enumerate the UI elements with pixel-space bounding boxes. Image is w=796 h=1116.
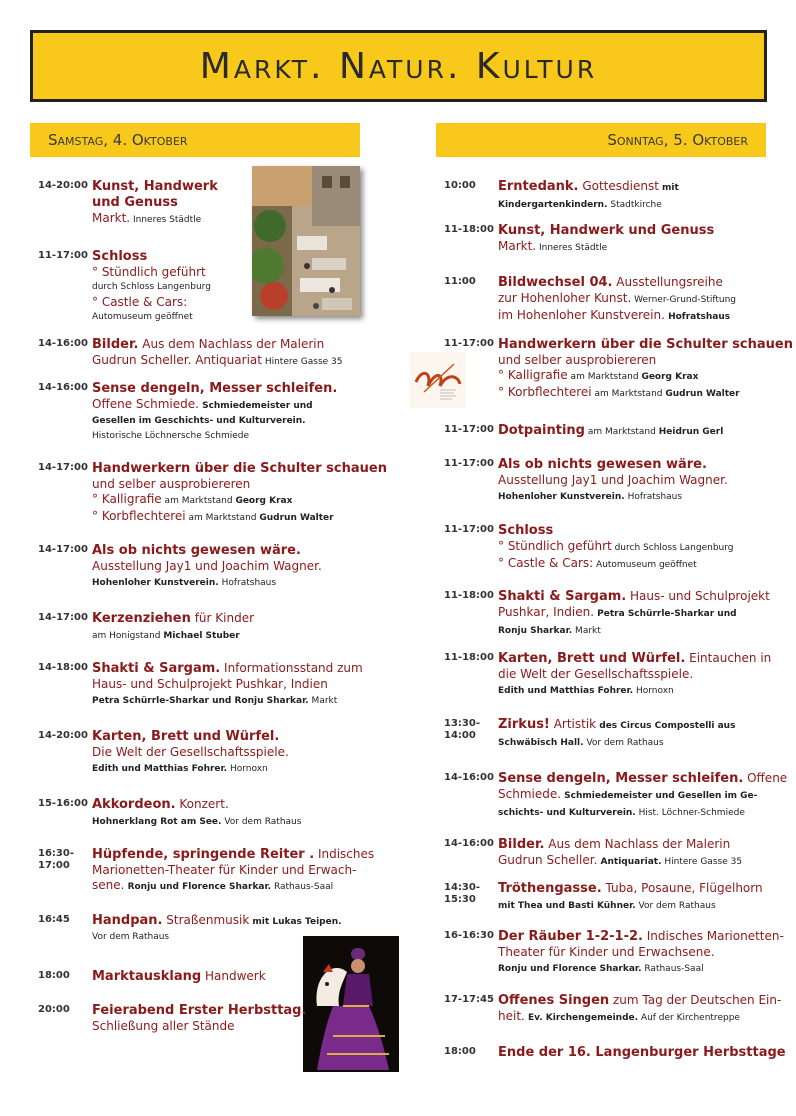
event-title: Sense dengeln, Messer schleifen.	[92, 381, 338, 396]
event-title: Kunst, Handwerk und Genuss	[498, 223, 715, 238]
event-line: Informationsstand zum	[220, 661, 363, 675]
event-line: Ronju und Florence Sharkar.	[498, 964, 642, 974]
event-time: 13:30-	[444, 718, 480, 729]
event-line: Haus- und Schulprojekt Pushkar, Indien	[92, 677, 328, 691]
event-line: Ronju Sharkar.	[498, 626, 573, 636]
sun-event	[444, 180, 764, 212]
event-title: Hüpfende, springende Reiter .	[92, 847, 315, 862]
event-line: ° Castle & Cars:	[92, 295, 188, 309]
event-location: Inneres Städtle	[130, 215, 202, 225]
event-time: 18:00	[444, 1046, 476, 1057]
event-line: ° Kalligrafie	[92, 492, 162, 506]
event-line: Gudrun Walter	[665, 389, 740, 399]
event-time: 16:30-	[38, 848, 74, 859]
event-time: 11-17:00	[444, 424, 494, 435]
event-time: 14-18:00	[38, 662, 88, 673]
event-location: Hintere Gasse 35	[261, 357, 343, 367]
event-title: Shakti & Sargam.	[92, 661, 221, 676]
event-location: Vor dem Rathaus	[92, 932, 170, 942]
event-location: Vor dem Rathaus	[635, 901, 716, 911]
event-title: Schloss	[498, 523, 554, 538]
event-line: Gudrun Walter	[259, 513, 334, 523]
event-line: für Kinder	[190, 611, 255, 625]
event-location: Hist. Löchner-Schmiede	[635, 808, 745, 818]
event-location: Inneres Städtle	[536, 243, 608, 253]
sun-event	[444, 993, 782, 1026]
event-line: Gudrun Scheller.	[92, 353, 192, 367]
event-title: Feierabend Erster Herbsttag.	[92, 1003, 307, 1018]
event-line: am Marktstand	[161, 496, 236, 506]
event-line: Konzert.	[175, 797, 229, 811]
event-location: Hornoxn	[227, 764, 268, 774]
event-location: Vor dem Rathaus	[583, 738, 664, 748]
event-time: 17-17:45	[444, 994, 494, 1005]
event-time: 11-18:00	[444, 590, 494, 601]
event-title: Kerzenziehen	[92, 611, 191, 626]
sat-event	[38, 798, 358, 830]
event-line: ° Stündlich geführt	[92, 265, 206, 279]
event-line: durch Schloss Langenburg	[611, 543, 734, 553]
sun-event	[444, 424, 764, 442]
event-line: am Marktstand	[591, 389, 666, 399]
saturday-heading: Samstag, 4. Oktober	[30, 123, 360, 157]
sun-event	[444, 651, 772, 700]
sat-event	[38, 180, 258, 228]
event-line: mit	[658, 183, 679, 193]
event-location: Hornoxn	[633, 686, 674, 696]
event-title: Bilder.	[498, 837, 545, 852]
event-line: zum Tag der Deutschen Ein-	[609, 993, 782, 1007]
event-time: 15-16:00	[38, 798, 88, 809]
event-title: Handpan.	[92, 913, 163, 928]
event-time: 16-16:30	[444, 930, 494, 941]
event-line: Georg Krax	[235, 496, 293, 506]
event-time: 17:00	[38, 860, 70, 871]
sun-event	[444, 718, 764, 750]
sun-event	[444, 458, 764, 506]
event-line: Hohenloher Kunstverein.	[498, 492, 625, 502]
event-time: 11:00	[444, 276, 476, 287]
event-time: 14-17:00	[38, 462, 88, 473]
event-line: Ausstellung Jay1 und Joachim Wagner.	[92, 559, 322, 573]
event-line: im Hohenloher Kunstverein.	[498, 308, 665, 322]
sun-event	[444, 1045, 786, 1064]
sun-event	[444, 589, 770, 638]
sun-event	[444, 882, 764, 914]
event-line: durch Schloss Langenburg	[92, 282, 211, 292]
event-time: 14-16:00	[38, 338, 88, 349]
event-line: ° Korbflechterei	[498, 385, 592, 399]
event-line: Schmiedemeister und Gesellen im Ge-	[561, 791, 758, 801]
event-line: Die Welt der Gesellschaftsspiele.	[92, 745, 289, 759]
event-line: Offene Schmiede.	[92, 397, 199, 411]
event-location: Historische Löchnersche Schmiede	[92, 431, 250, 441]
event-title: Schloss	[92, 249, 148, 264]
event-location: Stadtkirche	[607, 200, 662, 210]
sat-event	[38, 970, 288, 988]
event-time: 14-16:00	[38, 382, 88, 393]
sat-event	[38, 544, 358, 592]
event-line: Markt.	[498, 239, 537, 253]
sat-event	[38, 1003, 307, 1036]
event-title: Dotpainting	[498, 423, 585, 438]
event-title: Akkordeon.	[92, 797, 176, 812]
event-line: schichts- und Kulturverein.	[498, 808, 636, 818]
event-line: Ausstellungsreihe	[612, 275, 723, 289]
event-title: Kunst, Handwerk	[92, 179, 218, 194]
event-line: Offene	[743, 771, 788, 785]
event-title: Handwerkern über die Schulter schauen	[498, 337, 793, 352]
event-line: Marionetten-Theater für Kinder und Erwach-	[92, 863, 357, 877]
event-line: Edith und Matthias Fohrer.	[498, 686, 634, 696]
event-line: Werner-Grund-Stiftung	[631, 295, 736, 305]
event-title: Zirkus!	[498, 717, 550, 732]
event-line: ° Stündlich geführt	[498, 539, 612, 553]
event-time: 20:00	[38, 1004, 70, 1015]
event-time: 11-17:00	[444, 338, 494, 349]
sunday-heading: Sonntag, 5. Oktober	[436, 123, 766, 157]
sun-event	[444, 838, 764, 870]
event-title: Bilder.	[92, 337, 139, 352]
event-line: Gesellen im Geschichts- und Kulturverein.	[92, 416, 306, 426]
event-time: 11-17:00	[444, 524, 494, 535]
sun-event	[444, 337, 793, 402]
event-time: 11-18:00	[444, 652, 494, 663]
event-time: 11-17:00	[38, 250, 88, 261]
event-line: mit Thea und Basti Kühner.	[498, 901, 636, 911]
event-line: Georg Krax	[641, 372, 699, 382]
event-line: die Welt der Gesellschaftsspiele.	[498, 667, 694, 681]
event-line: sene.	[92, 878, 125, 892]
event-line: Hohenloher Kunstverein.	[92, 578, 219, 588]
sun-event	[444, 524, 764, 572]
event-line: am Marktstand	[584, 427, 659, 437]
event-title: und Genuss	[92, 195, 178, 210]
event-line: und selber ausprobiereren	[498, 353, 657, 367]
event-time: 14-20:00	[38, 180, 88, 191]
sat-event	[38, 338, 358, 372]
event-line: Schließung aller Stände	[92, 1019, 235, 1033]
sat-event	[38, 250, 258, 326]
event-title: Als ob nichts gewesen wäre.	[92, 543, 301, 558]
event-time: 14-17:00	[38, 612, 88, 623]
sun-event	[444, 771, 788, 820]
event-line: am Honigstand	[92, 631, 164, 641]
event-line: Handwerk	[201, 969, 266, 983]
sun-event	[444, 224, 764, 256]
event-time: 11-18:00	[444, 224, 494, 235]
event-line: heit.	[498, 1009, 525, 1023]
event-line: Ausstellung Jay1 und Joachim Wagner.	[498, 473, 728, 487]
event-line: Antiquariat	[191, 353, 262, 367]
event-line: zur Hohenloher Kunst.	[498, 291, 632, 305]
event-location: Hofratshaus	[624, 492, 683, 502]
event-line: Artistik	[549, 717, 597, 731]
event-time: 14:00	[444, 730, 476, 741]
event-line: am Marktstand	[185, 513, 260, 523]
event-line: Eintauchen in	[685, 651, 772, 665]
event-line: Indisches	[314, 847, 375, 861]
sat-event	[38, 662, 368, 710]
event-title: Als ob nichts gewesen wäre.	[498, 457, 707, 472]
page-title: Markt. Natur. Kultur	[199, 45, 598, 87]
event-line: Antiquariat.	[597, 857, 662, 867]
event-location: Hofratshaus	[664, 312, 731, 322]
event-location: Markt	[572, 626, 601, 636]
event-location: Vor dem Rathaus	[221, 817, 302, 827]
event-line: Petra Schürrle-Sharkar und	[594, 609, 737, 619]
event-line: Theater für Kinder und Erwachsene.	[498, 945, 715, 959]
event-line: Ev. Kirchengemeinde.	[524, 1013, 639, 1023]
sat-event	[38, 914, 358, 946]
event-time: 14-16:00	[444, 838, 494, 849]
title-banner	[30, 30, 767, 102]
event-line: Michael Stuber	[163, 631, 240, 641]
event-line: Indisches Marionetten-	[642, 929, 784, 943]
event-time: 15:30	[444, 894, 476, 905]
event-title: Handwerkern über die Schulter schauen	[92, 461, 387, 476]
event-line: am Marktstand	[567, 372, 642, 382]
event-title: Offenes Singen	[498, 993, 610, 1008]
event-time: 14-20:00	[38, 730, 88, 741]
event-line: Straßenmusik	[162, 913, 250, 927]
event-title: Karten, Brett und Würfel.	[92, 729, 280, 744]
event-time: 14-17:00	[38, 544, 88, 555]
event-time: 14:30-	[444, 882, 480, 893]
event-line: Kindergartenkindern.	[498, 200, 608, 210]
event-title: Sense dengeln, Messer schleifen.	[498, 771, 744, 786]
event-time: 11-17:00	[444, 458, 494, 469]
event-line: Petra Schürrle-Sharkar und Ronju Sharkar.	[92, 696, 309, 706]
event-line: mit Lukas Teipen.	[249, 917, 342, 927]
event-title: Shakti & Sargam.	[498, 589, 627, 604]
event-line: Gudrun Scheller.	[498, 853, 598, 867]
sat-event	[38, 382, 358, 446]
event-line: des Circus Compostelli aus	[596, 721, 736, 731]
event-line: Ronju und Florence Sharkar.	[124, 882, 272, 892]
event-line: Schmiede.	[498, 787, 562, 801]
sat-event	[38, 461, 387, 526]
sat-event	[38, 847, 375, 896]
event-time: 16:45	[38, 914, 70, 925]
event-location: Markt	[308, 696, 338, 706]
event-location: Hintere Gasse 35	[661, 857, 743, 867]
event-title: Karten, Brett und Würfel.	[498, 651, 686, 666]
event-line: ° Korbflechterei	[92, 509, 186, 523]
event-time: 14-16:00	[444, 772, 494, 783]
event-title: Erntedank.	[498, 179, 579, 194]
sun-event	[444, 276, 764, 324]
event-title: Tröthengasse.	[498, 881, 602, 896]
event-line: Schmiedemeister und	[198, 401, 313, 411]
event-subtitle: Markt.	[92, 211, 131, 225]
event-title: Bildwechsel 04.	[498, 275, 613, 290]
event-line: Heidrun Gerl	[658, 427, 724, 437]
event-line: ° Kalligrafie	[498, 368, 568, 382]
event-line: ° Castle & Cars:	[498, 556, 594, 570]
event-line: Aus dem Nachlass der Malerin	[544, 837, 731, 851]
event-line: Schwäbisch Hall.	[498, 738, 584, 748]
event-line: Haus- und Schulprojekt	[626, 589, 770, 603]
event-line: Automuseum geöffnet	[593, 560, 697, 570]
event-line: Pushkar, Indien.	[498, 605, 595, 619]
event-location: Rathaus-Saal	[641, 964, 704, 974]
event-location: Hofratshaus	[218, 578, 277, 588]
sun-event	[444, 929, 784, 978]
event-title: Marktausklang	[92, 969, 202, 984]
event-location: Auf der Kirchentreppe	[638, 1013, 740, 1023]
event-line: Automuseum geöffnet	[92, 312, 193, 322]
event-line: Tuba, Posaune, Flügelhorn	[601, 881, 763, 895]
sat-event	[38, 612, 358, 644]
event-title: Ende der 16. Langenburger Herbsttage	[498, 1045, 786, 1060]
event-location: Rathaus-Saal	[271, 882, 334, 892]
event-line: Aus dem Nachlass der Malerin	[138, 337, 325, 351]
event-line: Gottesdienst	[578, 179, 659, 193]
event-line: und selber ausprobiereren	[92, 477, 251, 491]
event-time: 10:00	[444, 180, 476, 191]
event-line: Hohnerklang Rot am See.	[92, 817, 222, 827]
event-title: Der Räuber 1-2-1-2.	[498, 929, 643, 944]
event-line: Edith und Matthias Fohrer.	[92, 764, 228, 774]
sat-event	[38, 730, 358, 778]
event-time: 18:00	[38, 970, 70, 981]
